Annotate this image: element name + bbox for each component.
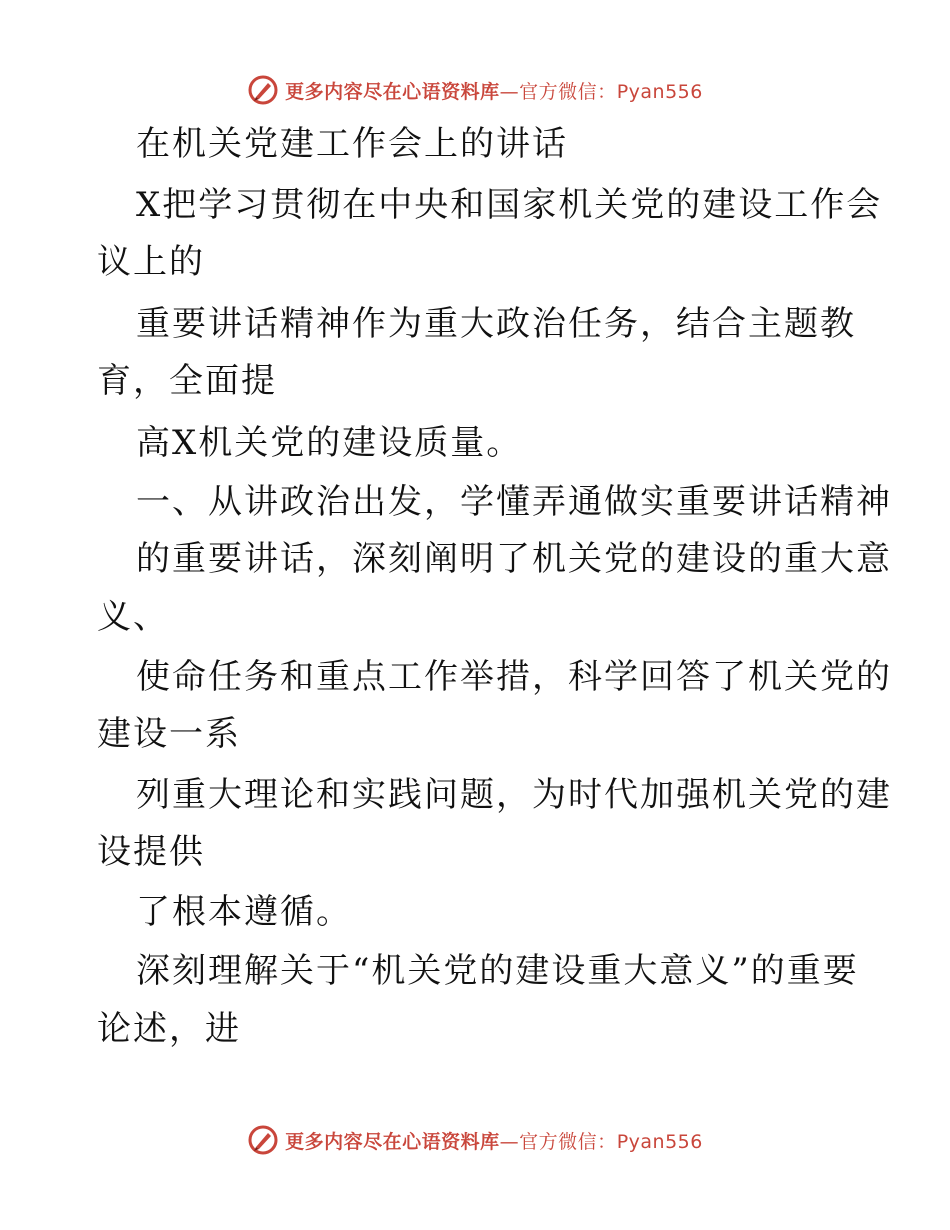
doc-line: 论述，进 (97, 1009, 241, 1049)
doc-line: 议上的 (97, 242, 205, 282)
doc-line: 高X机关党的建设质量。 (136, 423, 523, 463)
doc-line: 的重要讲话，深刻阐明了机关党的建设的重大意 (136, 539, 892, 579)
doc-line: 深刻理解关于“机关党的建设重大意义”的重要 (136, 951, 859, 991)
footer-banner (0, 1120, 950, 1160)
doc-heading: 一、从讲政治出发，学懂弄通做实重要讲话精神 (136, 482, 892, 522)
doc-line: 建设一系 (97, 714, 241, 754)
pen-logo-icon (247, 1124, 279, 1156)
doc-line: 重要讲话精神作为重大政治任务，结合主题教 (136, 304, 856, 344)
doc-line: 了根本遵循。 (136, 892, 352, 932)
doc-line: 列重大理论和实践问题，为时代加强机关党的建 (136, 775, 892, 815)
doc-title: 在机关党建工作会上的讲话 (136, 124, 568, 164)
doc-line: 设提供 (97, 832, 205, 872)
doc-line: 育，全面提 (97, 361, 277, 401)
pen-logo-icon (247, 74, 279, 106)
doc-line: 使命任务和重点工作举措，科学回答了机关党的 (136, 657, 892, 697)
doc-line: X把学习贯彻在中央和国家机关党的建设工作会 (136, 185, 883, 225)
footer-banner-text: 更多内容尽在心语资料库—官方微信：Pyan556 (285, 1130, 703, 1153)
header-banner (0, 70, 950, 110)
header-banner-text: 更多内容尽在心语资料库—官方微信：Pyan556 (285, 80, 703, 103)
doc-line: 义、 (97, 597, 169, 637)
